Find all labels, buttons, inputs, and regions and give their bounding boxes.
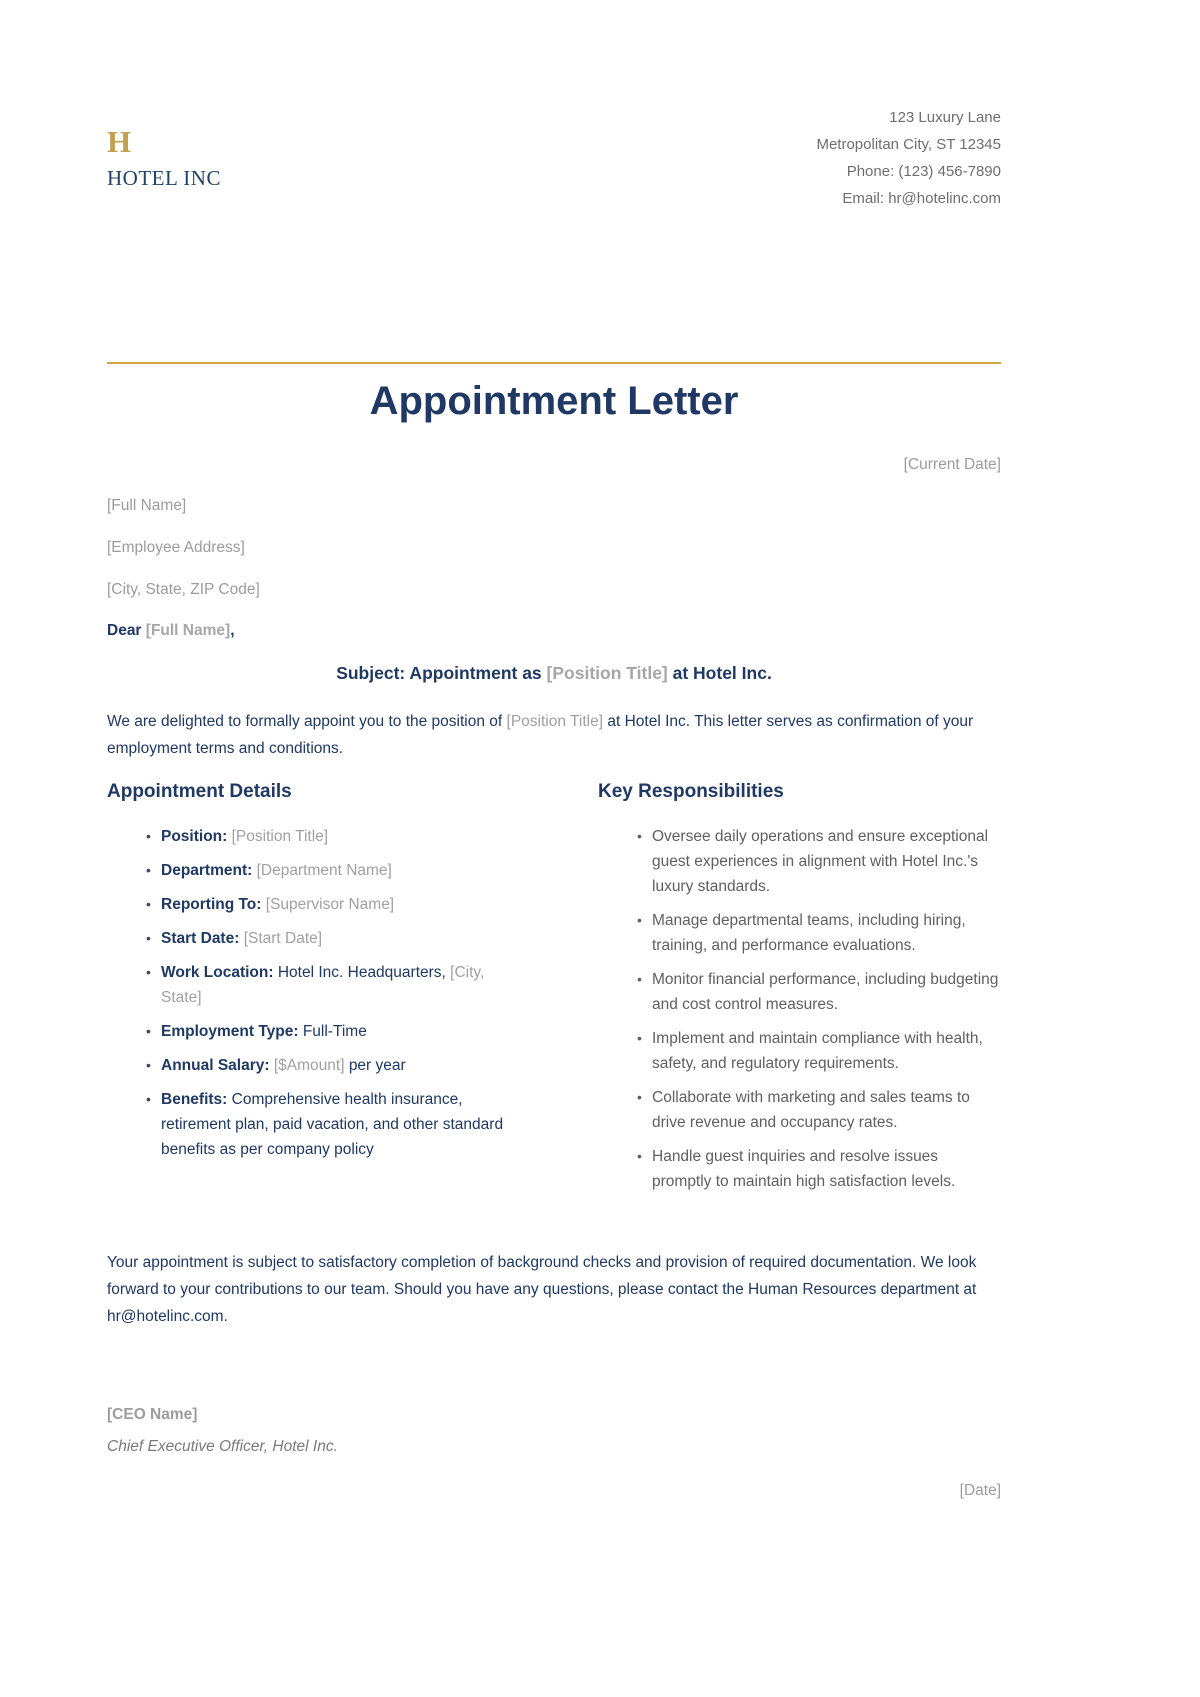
detail-item-benefits	[161, 1087, 520, 1162]
subject-post: at Hotel Inc.	[672, 663, 772, 683]
detail-label: Start Date:	[161, 930, 240, 947]
detail-label: Reporting To:	[161, 896, 262, 913]
contact-email: Email: hr@hotelinc.com	[842, 190, 1001, 207]
salutation-name-placeholder: [Full Name]	[145, 622, 231, 639]
responsibility-item: • Collaborate with marketing and sales teams to drive revenue and occupancy rates.	[652, 1085, 1001, 1135]
ceo-title: Chief Executive Officer, Hotel Inc.	[107, 1438, 338, 1455]
detail-value: Hotel Inc. Headquarters,	[277, 964, 446, 981]
contact-block	[816, 104, 1001, 212]
responsibility-item: • Oversee daily operations and ensure exceptional guest experiences in alignment with Hotel Inc.'s luxury standards.	[652, 824, 1001, 899]
detail-item-annual-salary	[161, 1053, 520, 1078]
responsibility-item: • Handle guest inquiries and resolve issues promptly to maintain high satisfaction levels.	[652, 1144, 1001, 1194]
recipient-city-placeholder: [City, State, ZIP Code]	[107, 581, 260, 598]
contact-phone: Phone: (123) 456-7890	[846, 163, 1001, 180]
intro-paragraph	[107, 708, 1001, 762]
intro-position-placeholder: [Position Title]	[506, 713, 604, 730]
page-title: Appointment Letter	[369, 379, 739, 423]
key-responsibilities-list	[598, 824, 1001, 1194]
detail-value: Full-Time	[302, 1023, 367, 1040]
subject-pre: Subject: Appointment as	[336, 663, 542, 683]
detail-item-work-location	[161, 960, 520, 1010]
gold-divider	[107, 362, 1001, 364]
detail-label: Department:	[161, 862, 253, 879]
salutation-greeting: Dear	[107, 622, 142, 639]
key-responsibilities-heading: Key Responsibilities	[598, 781, 784, 802]
appointment-details-list	[107, 824, 520, 1162]
responsibility-item: • Monitor financial performance, including budgeting and cost control measures.	[652, 967, 1001, 1017]
responsibility-item: • Manage departmental teams, including hiring, training, and performance evaluations.	[652, 908, 1001, 958]
detail-label: Annual Salary:	[161, 1057, 270, 1074]
detail-placeholder: [Start Date]	[243, 930, 323, 947]
detail-item-employment-type	[161, 1019, 520, 1044]
signature-date-placeholder: [Date]	[959, 1482, 1001, 1499]
detail-value: Comprehensive health insurance, retirement plan, paid vacation, and other standard benefits as per company policy	[161, 1091, 504, 1158]
detail-placeholder: [$Amount]	[273, 1057, 345, 1074]
logo-monogram: H	[107, 124, 132, 159]
detail-placeholder: [Department Name]	[256, 862, 392, 879]
letterhead	[107, 104, 1001, 212]
detail-item-position	[161, 824, 520, 849]
recipient-address-placeholder: [Employee Address]	[107, 539, 245, 556]
detail-placeholder: [Supervisor Name]	[265, 896, 395, 913]
salutation-punctuation: ,	[230, 622, 235, 639]
intro-post: at Hotel Inc. This letter serves as confirmation of your employment terms and conditions.	[107, 713, 974, 757]
subject-position-placeholder: [Position Title]	[546, 663, 668, 683]
detail-label: Position:	[161, 828, 228, 845]
detail-item-start-date	[161, 926, 520, 951]
detail-label: Benefits:	[161, 1091, 228, 1108]
appointment-details-column	[107, 781, 520, 1203]
appointment-details-heading: Appointment Details	[107, 781, 292, 802]
ceo-name-placeholder: [CEO Name]	[107, 1406, 198, 1423]
subject-line	[107, 663, 1001, 684]
two-column-section	[107, 781, 1001, 1203]
contact-address-line2: Metropolitan City, ST 12345	[816, 136, 1001, 153]
letter-page	[107, 0, 1001, 1500]
recipient-name-placeholder: [Full Name]	[107, 497, 187, 514]
current-date-placeholder: [Current Date]	[903, 456, 1001, 473]
detail-label: Work Location:	[161, 964, 274, 981]
responsibility-item: • Implement and maintain compliance with health, safety, and regulatory requirements.	[652, 1026, 1001, 1076]
company-name: HOTEL INC	[107, 166, 221, 190]
contact-address-line1: 123 Luxury Lane	[889, 109, 1001, 126]
intro-pre: We are delighted to formally appoint you to the position of	[107, 713, 503, 730]
closing-paragraph: Your appointment is subject to satisfactory completion of background checks and provision of required documentation. We look forward to your contributions to our team. Should you have any questions, please contact the Human Resources department at hr@hotelinc.com.	[107, 1254, 977, 1325]
detail-placeholder: [City, State]	[161, 964, 485, 1006]
detail-placeholder: [Position Title]	[231, 828, 329, 845]
detail-item-department	[161, 858, 520, 883]
recipient-block	[107, 496, 1001, 600]
key-responsibilities-column	[598, 781, 1001, 1203]
company-logo	[107, 126, 221, 191]
salutation	[107, 622, 1001, 640]
detail-value-suffix: per year	[348, 1057, 406, 1074]
detail-item-reporting-to	[161, 892, 520, 917]
detail-label: Employment Type:	[161, 1023, 299, 1040]
